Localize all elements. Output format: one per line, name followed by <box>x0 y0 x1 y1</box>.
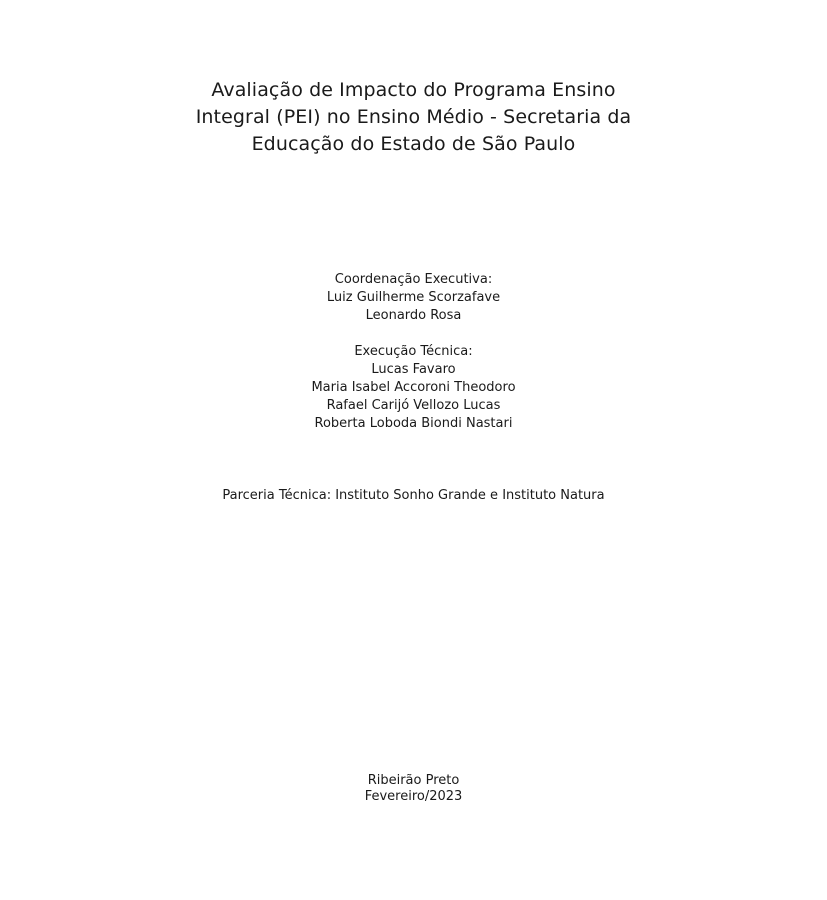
partnership-line: Parceria Técnica: Instituto Sonho Grande e Instituto Natura <box>222 488 605 503</box>
coordination-member: Leonardo Rosa <box>365 308 462 323</box>
coordination-section <box>0 271 827 325</box>
technical-execution-member: Roberta Loboda Biondi Nastari <box>314 416 513 431</box>
technical-execution-section <box>0 343 827 433</box>
report-title-line-3: Educação do Estado de São Paulo <box>251 133 576 155</box>
coordination-member: Luiz Guilherme Scorzafave <box>326 290 501 305</box>
technical-execution-member: Rafael Carijó Vellozo Lucas <box>326 398 501 413</box>
footer-date: Fevereiro/2023 <box>364 789 463 804</box>
technical-execution-label: Execução Técnica: <box>354 344 473 359</box>
footer <box>0 773 827 805</box>
coordination-label: Coordenação Executiva: <box>334 272 493 287</box>
footer-city: Ribeirão Preto <box>367 773 460 788</box>
report-title-line-1: Avaliação de Impacto do Programa Ensino <box>211 79 616 101</box>
technical-execution-member: Lucas Favaro <box>371 362 456 377</box>
report-title-line-2: Integral (PEI) no Ensino Médio - Secretaria da <box>195 106 632 128</box>
report-title <box>0 77 827 158</box>
technical-execution-member: Maria Isabel Accoroni Theodoro <box>311 380 516 395</box>
